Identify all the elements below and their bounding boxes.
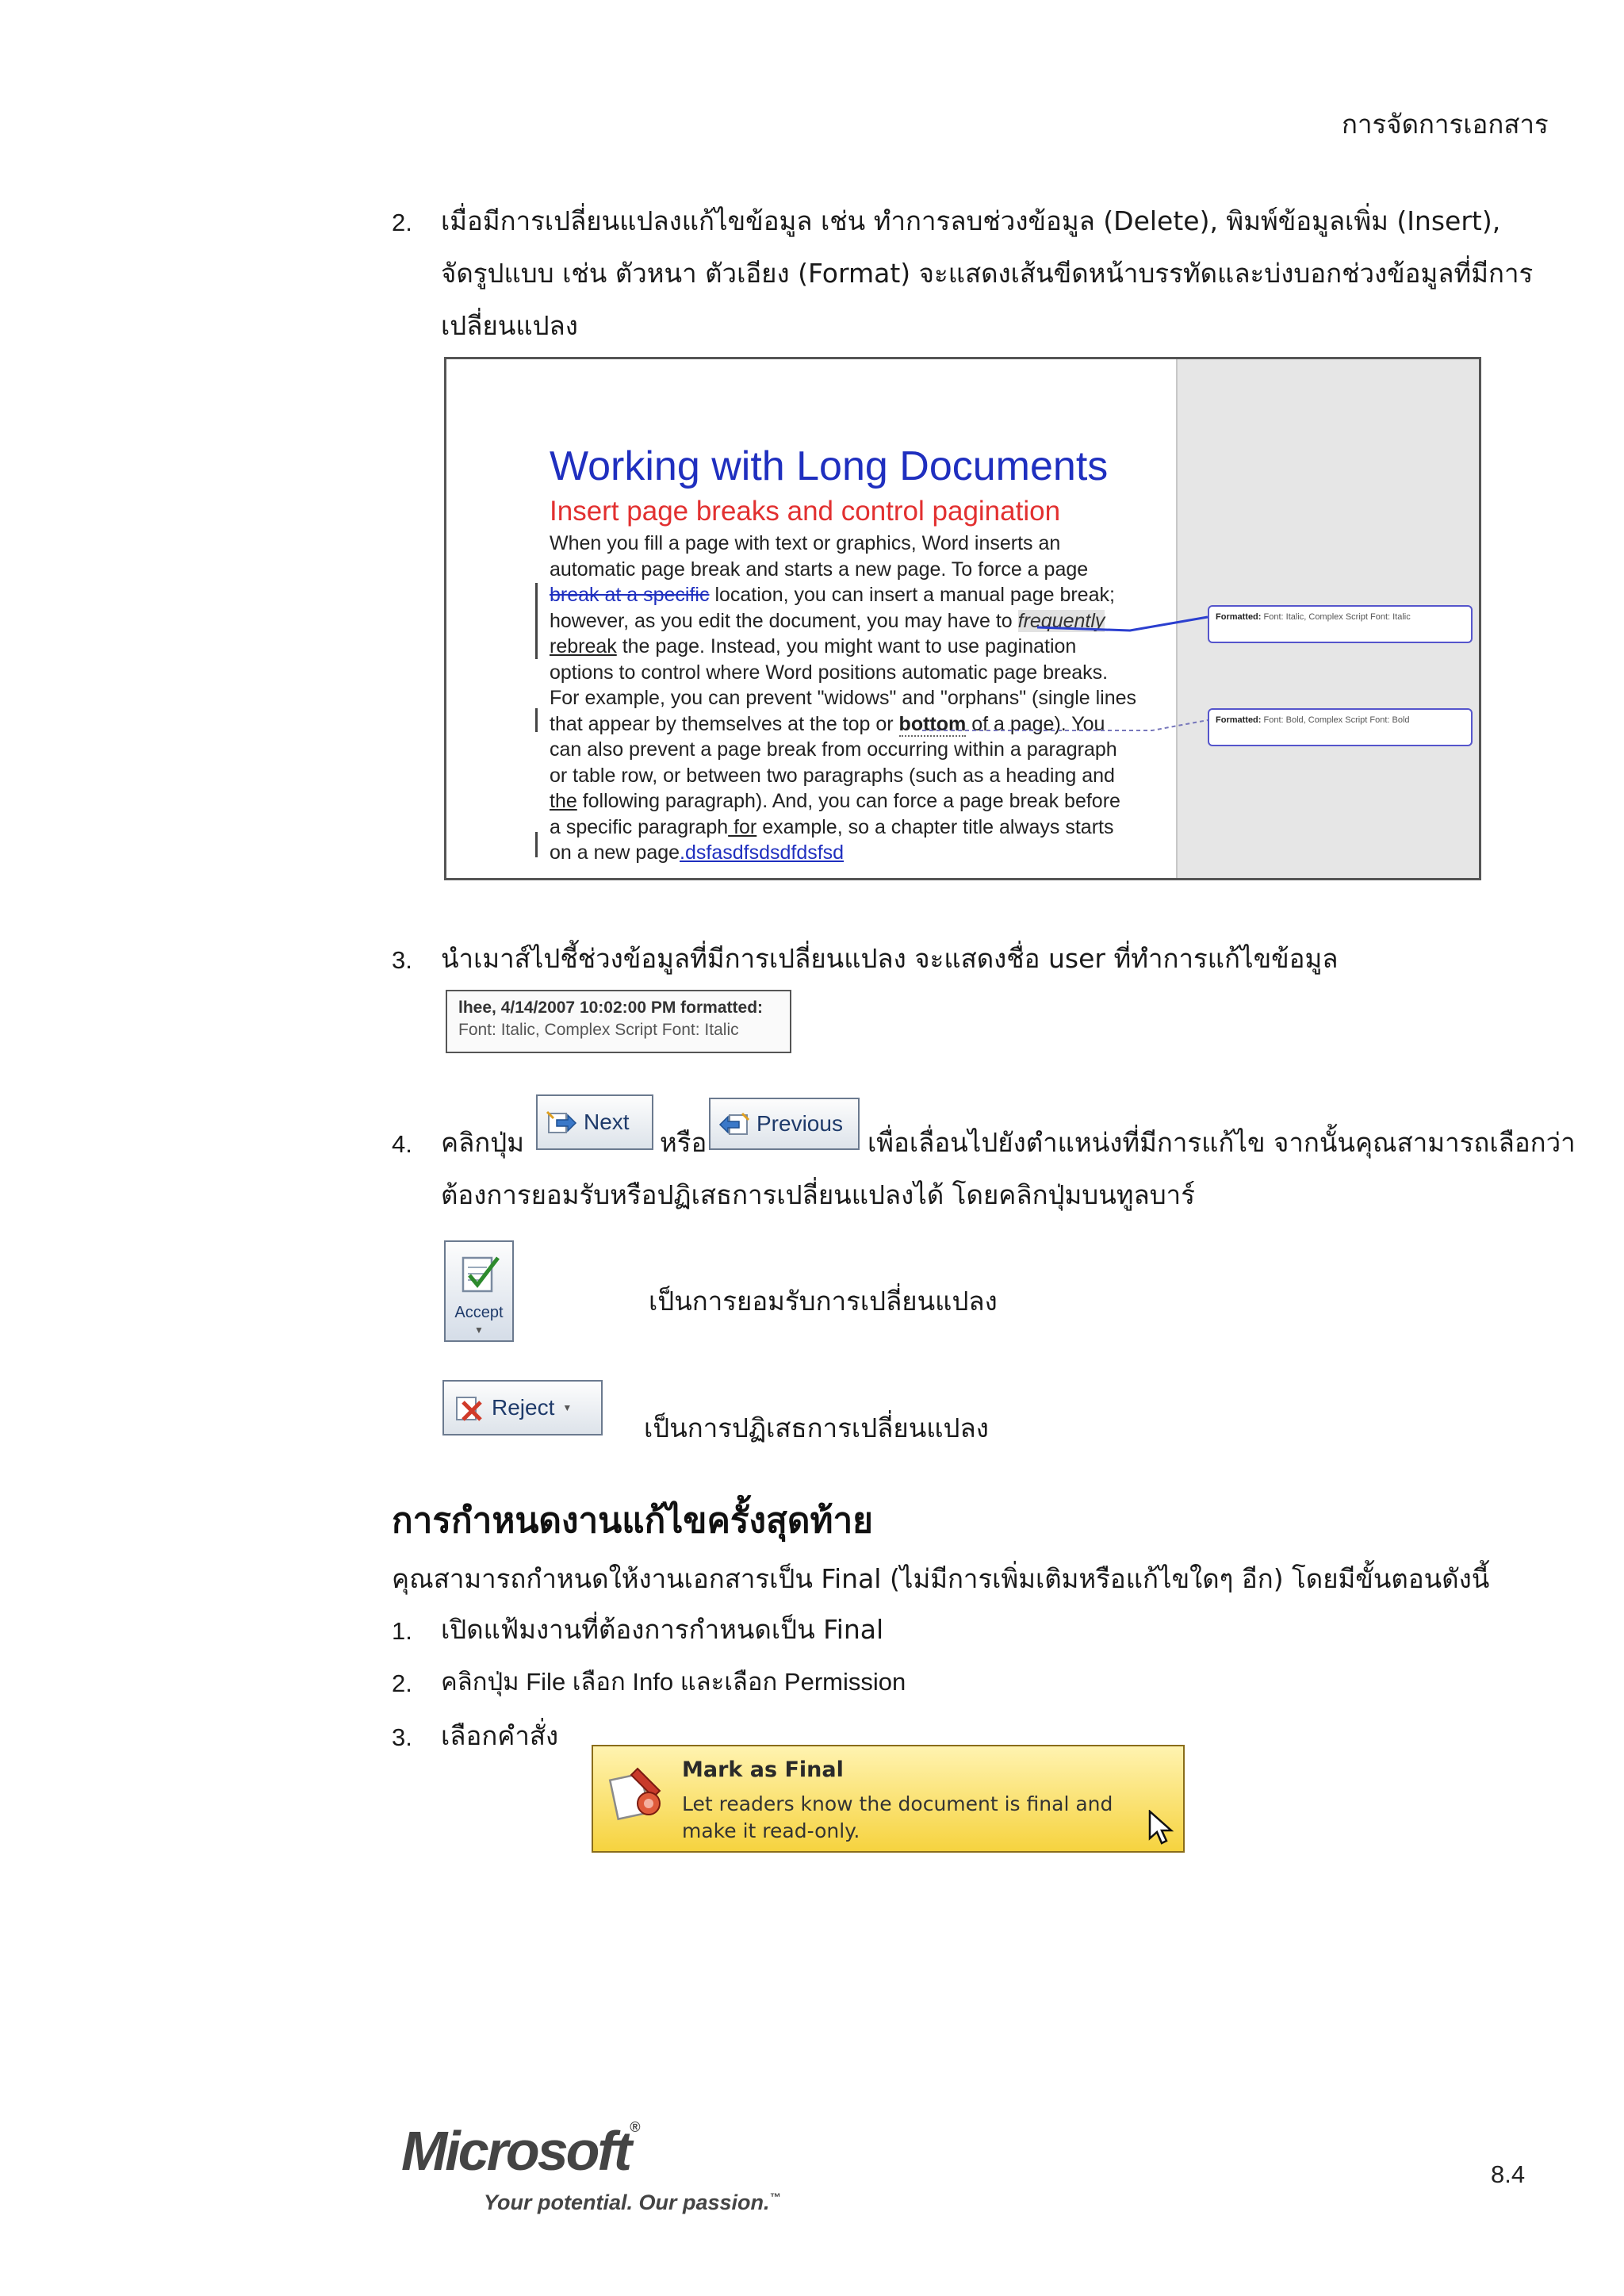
formatted-bold-text: bottom (898, 712, 967, 735)
body-line: can also prevent a page break from occurring within a paragraph (550, 738, 1117, 761)
body-text: following paragraph). And, you can force a page break before (576, 790, 1120, 812)
tooltip-format-line: Font: Italic, Complex Script Font: Italic (458, 1021, 739, 1039)
section-intro: คุณสามารถกำหนดให้งานเอกสารเป็น Final (ไม่มีการเพิ่มเติมหรือแก้ไขใดๆ อีก) โดยมีขั้นตอนดังนี้ (392, 1563, 1490, 1594)
step-4-text-after: เพื่อเลื่อนไปยังตำแหน่งที่มีการแก้ไข จากนั้นคุณสามารถเลือกว่า (868, 1127, 1576, 1158)
dropdown-arrow-icon: ▼ (474, 1324, 484, 1336)
running-header: การจัดการเอกสาร (1342, 109, 1549, 140)
body-text: a specific paragraph (550, 815, 729, 838)
microsoft-logo: Microsoft® (401, 2119, 641, 2182)
mark-final-desc-line-1: Let readers know the document is final and (682, 1792, 1113, 1815)
mark-as-final-menu-item[interactable] (592, 1745, 1185, 1853)
connector-line-1 (1037, 617, 1208, 631)
balloon-label: Formatted: (1216, 612, 1262, 622)
next-icon (546, 1109, 577, 1136)
comment-balloon-italic (1208, 605, 1473, 643)
tooltip-author-line: lhee, 4/14/2007 10:02:00 PM formatted: (458, 999, 764, 1017)
next-button[interactable] (536, 1094, 653, 1150)
final-step-3-number: 3. (392, 1723, 412, 1751)
inserted-text: .dsfasdfsdsdfdsfsd (680, 841, 845, 864)
final-step-1-number: 1. (392, 1617, 412, 1645)
mark-final-description (682, 1791, 1113, 1845)
balloon-text: Font: Italic, Complex Script Font: Italic (1263, 612, 1411, 622)
final-step-1-text: เปิดแฟ้มงานที่ต้องการกำหนดเป็น Final (441, 1614, 884, 1645)
step-3-number: 3. (392, 946, 412, 974)
inserted-text: rebreak (550, 635, 617, 657)
body-line: When you fill a page with text or graphics, Word inserts an (550, 532, 1061, 554)
body-line: automatic page break and starts a new page. To force a page (550, 558, 1089, 581)
reject-button-label: Reject (492, 1395, 555, 1420)
body-text: the page. Instead, you might want to use pagination (616, 635, 1077, 657)
revision-tooltip (446, 990, 791, 1053)
doc-subtitle: Insert page breaks and control pagination (550, 496, 1061, 527)
step-2-line-3: เปลี่ยนแปลง (441, 310, 578, 341)
track-changes-screenshot (444, 357, 1481, 880)
body-text: location, you can insert a manual page break; (709, 584, 1115, 606)
body-text: of a page). You (966, 712, 1105, 735)
inserted-text: for (728, 815, 757, 838)
deleted-text: break at a specific (550, 584, 710, 606)
accept-icon (458, 1251, 503, 1296)
previous-icon (718, 1110, 750, 1137)
final-step-2-number: 2. (392, 1669, 412, 1697)
mark-final-desc-line-2: make it read-only. (682, 1819, 860, 1842)
dropdown-arrow-icon: ▼ (562, 1402, 573, 1413)
body-text: that appear by themselves at the top or (550, 712, 899, 735)
previous-button-label: Previous (756, 1111, 843, 1136)
step-2-line-1: เมื่อมีการเปลี่ยนแปลงแก้ไขข้อมูล เช่น ทำการลบช่วงข้อมูล (Delete), พิมพ์ข้อมูลเพิ่ม (Insert), (441, 205, 1501, 236)
formatted-italic-text: frequently (1017, 609, 1105, 632)
step-2-line-2: จัดรูปแบบ เช่น ตัวหนา ตัวเอียง (Format) จะแสดงเส้นขีดหน้าบรรทัดและบ่งบอกช่วงข้อมูลที่มีการ (441, 258, 1534, 289)
body-line: or table row, or between two paragraphs (such as a heading and (550, 764, 1115, 787)
step-4-text-before: คลิกปุ่ม (441, 1127, 524, 1158)
microsoft-tagline: Your potential. Our passion.™ (484, 2191, 781, 2214)
reject-icon (452, 1393, 485, 1423)
reject-button[interactable] (442, 1380, 603, 1435)
final-step-2-text: คลิกปุ่ม File เลือก Info และเลือก Permission (441, 1668, 906, 1696)
body-text: example, so a chapter title always starts (756, 815, 1114, 838)
connector-line-2 (922, 720, 1208, 730)
accept-button-label: Accept (454, 1304, 504, 1321)
body-line: For example, you can prevent "widows" and "orphans" (single lines (550, 687, 1137, 709)
step-3-text: นำเมาส์ไปชี้ช่วงข้อมูลที่มีการเปลี่ยนแปลง จะแสดงชื่อ user ที่ทำการแก้ไขข้อมูล (441, 943, 1339, 974)
next-button-label: Next (584, 1110, 630, 1134)
mark-final-icon (607, 1762, 668, 1823)
doc-title: Working with Long Documents (550, 443, 1109, 489)
previous-button[interactable] (709, 1098, 860, 1150)
mark-final-title: Mark as Final (682, 1757, 844, 1782)
balloon-text: Font: Bold, Complex Script Font: Bold (1263, 715, 1410, 725)
step-4-line-2: ต้องการยอมรับหรือปฏิเสธการเปลี่ยนแปลงได้ โดยคลิกปุ่มบนทูลบาร์ (441, 1179, 1195, 1210)
comment-balloon-bold (1208, 708, 1473, 746)
step-4-or-text: หรือ (660, 1127, 707, 1158)
balloon-label: Formatted: (1216, 715, 1262, 725)
mouse-cursor-icon (1148, 1810, 1175, 1845)
accept-button[interactable] (444, 1240, 514, 1342)
body-text: however, as you edit the document, you may have to (550, 609, 1018, 632)
body-line: options to control where Word positions automatic page breaks. (550, 661, 1109, 684)
reject-description: เป็นการปฏิเสธการเปลี่ยนแปลง (644, 1412, 989, 1443)
step-4-number: 4. (392, 1130, 412, 1158)
inserted-text: the (550, 790, 577, 812)
accept-description: เป็นการยอมรับการเปลี่ยนแปลง (649, 1286, 998, 1317)
page-number: 8.4 (1491, 2160, 1526, 2188)
section-heading: การกำหนดงานแก้ไขครั้งสุดท้าย (392, 1501, 873, 1541)
final-step-3-text: เลือกคำสั่ง (441, 1720, 559, 1751)
body-text: on a new page (550, 841, 680, 864)
step-2-number: 2. (392, 209, 412, 236)
